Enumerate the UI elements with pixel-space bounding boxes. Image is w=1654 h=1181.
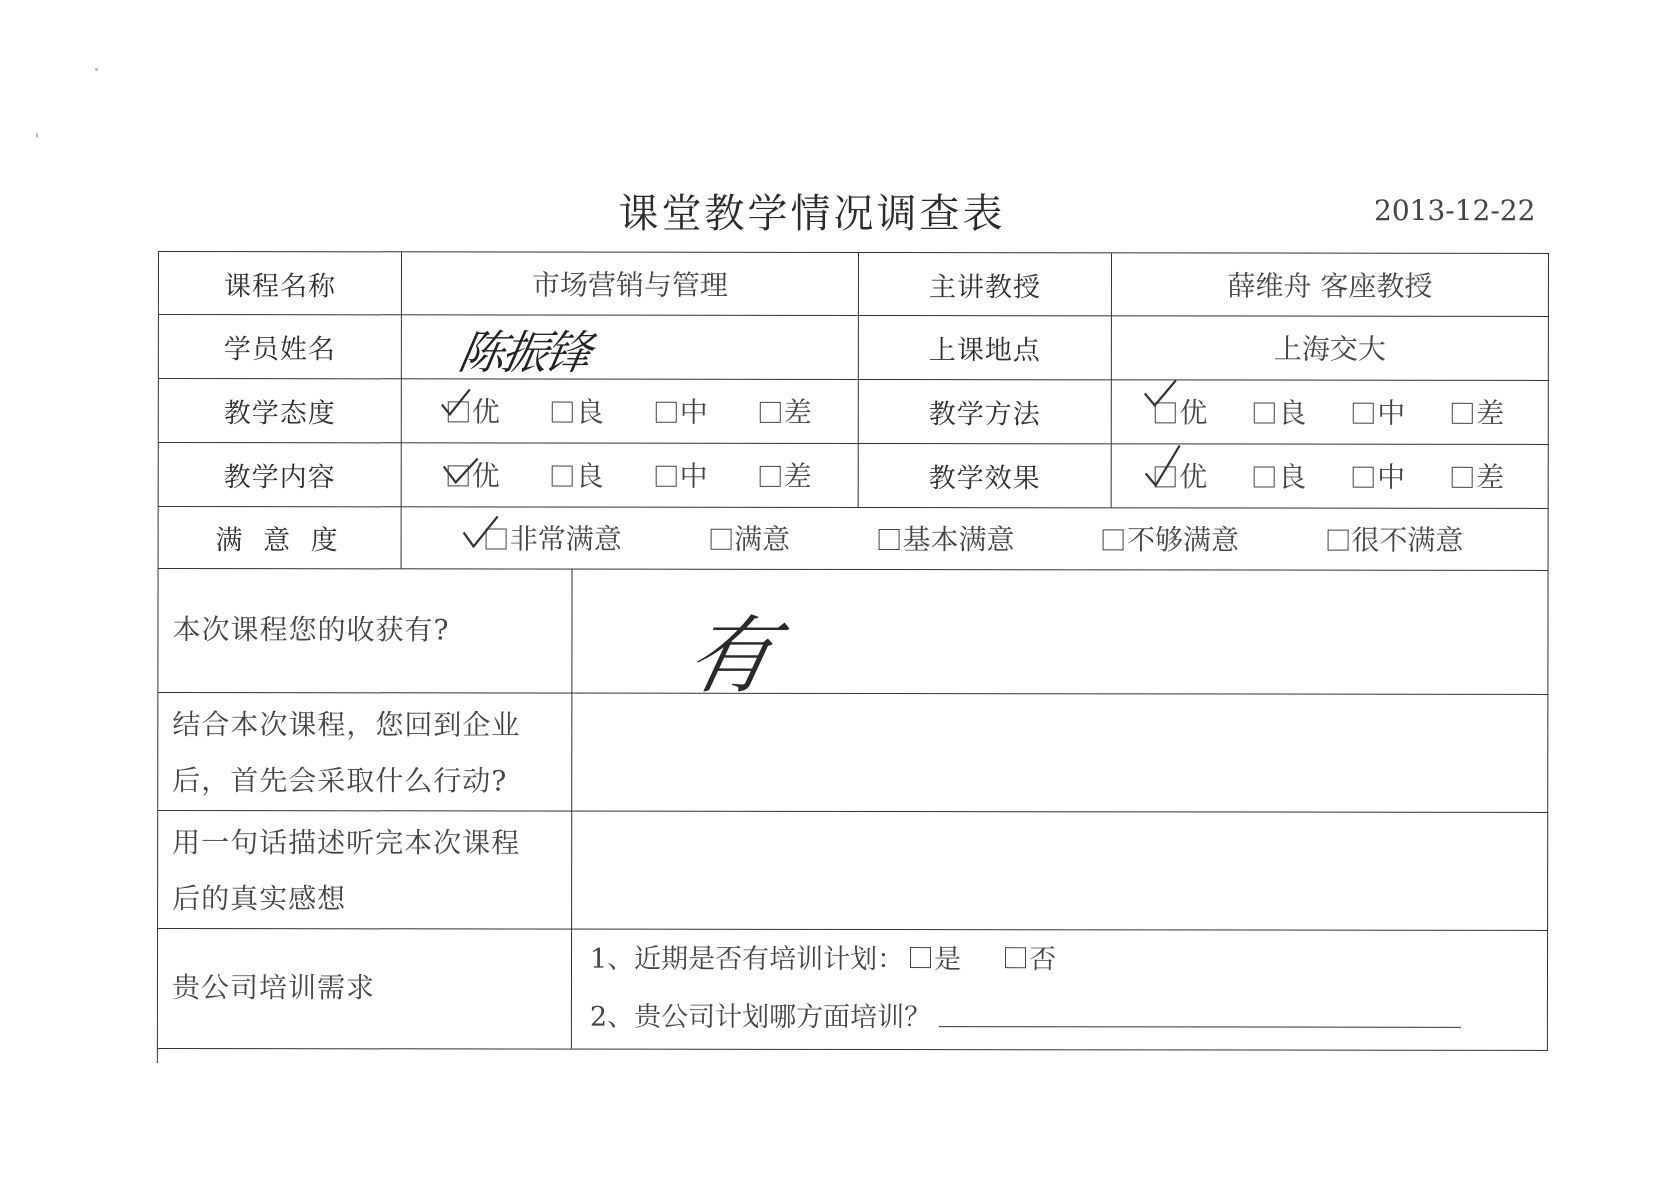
effect-option-good[interactable]: 良 <box>1254 456 1306 496</box>
attitude-option-excellent[interactable]: 优 <box>448 390 500 430</box>
attitude-label-cell <box>159 378 402 442</box>
checkbox-icon[interactable] <box>1103 529 1124 550</box>
student-value-cell[interactable] <box>402 314 859 379</box>
checkbox-checked-icon[interactable] <box>1155 402 1176 423</box>
satisfaction-option-basically-satisfied[interactable]: 基本满意 <box>879 518 1015 558</box>
satisfaction-option-very-satisfied[interactable]: 非常满意 <box>486 517 622 557</box>
lecturer-label: 主讲教授 <box>928 271 1041 303</box>
row-student <box>159 314 1549 381</box>
lecturer-value-cell[interactable] <box>1112 253 1549 316</box>
student-label: 学员姓名 <box>223 333 336 365</box>
effect-label: 教学效果 <box>928 462 1041 494</box>
checkbox-icon[interactable] <box>656 465 677 486</box>
checkbox-icon[interactable] <box>1452 466 1473 487</box>
row-gains <box>158 568 1548 705</box>
content-options-cell <box>402 442 859 507</box>
gains-question: 本次课程您的收获有? <box>172 613 450 647</box>
row-feelings <box>158 810 1548 931</box>
course-label-cell <box>159 252 402 314</box>
effect-option-average[interactable]: 中 <box>1353 456 1405 496</box>
row-attitude <box>159 378 1549 445</box>
satisfaction-label: 满 意 度 <box>215 524 344 556</box>
row-satisfaction <box>159 506 1549 571</box>
checkbox-icon[interactable] <box>1327 529 1348 550</box>
content-option-average[interactable]: 中 <box>656 455 708 495</box>
checkbox-icon[interactable] <box>552 465 573 486</box>
method-option-good[interactable]: 良 <box>1254 392 1306 432</box>
checkbox-icon[interactable] <box>1254 466 1275 487</box>
row-actions <box>158 692 1548 813</box>
method-options-cell <box>1112 379 1549 444</box>
checkbox-icon[interactable] <box>910 947 931 968</box>
checkbox-icon[interactable] <box>710 528 731 549</box>
gains-answer-cell[interactable] <box>572 569 1548 705</box>
effect-option-excellent[interactable]: 优 <box>1155 455 1207 495</box>
lecturer-value: 薛维舟 客座教授 <box>1227 269 1433 303</box>
checkbox-checked-icon[interactable] <box>448 401 469 422</box>
effect-label-cell <box>859 443 1112 507</box>
method-label-cell <box>859 379 1112 443</box>
satisfaction-option-not-satisfied[interactable]: 不够满意 <box>1103 518 1239 558</box>
checkbox-checked-icon[interactable] <box>1155 466 1176 487</box>
actions-question-cell <box>158 692 572 811</box>
student-label-cell <box>159 314 402 378</box>
attitude-option-average[interactable]: 中 <box>656 391 708 431</box>
form-date: 2013-12-22 <box>1374 194 1536 227</box>
feelings-question-line2: 后的真实感想 <box>172 882 347 916</box>
method-option-average[interactable]: 中 <box>1353 392 1405 432</box>
feelings-question-line1: 用一句话描述听完本次课程 <box>172 826 521 860</box>
scan-speck <box>95 68 98 71</box>
method-option-excellent[interactable]: 优 <box>1155 391 1207 431</box>
checkbox-icon[interactable] <box>1353 402 1374 423</box>
checkbox-icon[interactable] <box>879 529 900 550</box>
feelings-question-cell <box>158 810 572 929</box>
effect-options-cell <box>1112 443 1549 508</box>
feelings-answer-cell[interactable] <box>572 811 1548 930</box>
actions-question-line2: 后，首先会采取什么行动? <box>172 764 508 798</box>
needs-label: 贵公司培训需求 <box>171 971 376 1005</box>
checkbox-icon[interactable] <box>1353 466 1374 487</box>
satisfaction-option-very-unsatisfied[interactable]: 很不满意 <box>1327 519 1463 559</box>
checkbox-icon[interactable] <box>656 401 677 422</box>
checkbox-icon[interactable] <box>760 465 781 486</box>
content-label-cell <box>159 442 402 506</box>
checkbox-icon[interactable] <box>1254 402 1275 423</box>
method-option-poor[interactable]: 差 <box>1452 392 1504 432</box>
survey-form <box>157 251 1549 1065</box>
checkbox-icon[interactable] <box>1452 402 1473 423</box>
gains-question-cell <box>158 568 572 693</box>
course-label: 课程名称 <box>223 270 336 302</box>
lecturer-label-cell <box>859 253 1112 315</box>
attitude-options-cell <box>402 378 859 443</box>
content-option-good[interactable]: 良 <box>552 455 604 495</box>
gains-handwritten-answer: 有 <box>678 606 784 705</box>
row-training-needs <box>158 928 1548 1051</box>
satisfaction-label-cell <box>159 506 402 568</box>
row-content <box>159 442 1549 509</box>
checkbox-checked-icon[interactable] <box>448 465 469 486</box>
training-plan-question: 1、近期是否有培训计划： 是 否 <box>590 937 1056 977</box>
effect-option-poor[interactable]: 差 <box>1452 456 1504 496</box>
content-label: 教学内容 <box>223 461 336 493</box>
course-value-cell[interactable] <box>402 252 859 315</box>
actions-answer-cell[interactable] <box>572 693 1548 812</box>
form-title: 课堂教学情况调查表 <box>618 191 1006 237</box>
attitude-label: 教学态度 <box>223 397 336 429</box>
student-signature: 陈振锋 <box>454 325 594 380</box>
checkbox-icon[interactable] <box>1005 947 1026 968</box>
location-value-cell[interactable] <box>1112 315 1549 380</box>
satisfaction-option-satisfied[interactable]: 满意 <box>710 518 790 558</box>
training-area-question: 2、贵公司计划哪方面培训？ <box>590 995 1461 1035</box>
training-area-field[interactable] <box>939 1002 1461 1028</box>
actions-question-line1: 结合本次课程，您回到企业 <box>172 708 521 742</box>
attitude-option-poor[interactable]: 差 <box>760 391 812 431</box>
scan-speck <box>36 133 38 138</box>
course-value: 市场营销与管理 <box>531 268 728 302</box>
checkbox-icon[interactable] <box>760 401 781 422</box>
needs-label-cell <box>158 928 572 1049</box>
satisfaction-options-cell <box>402 506 1549 570</box>
row-course <box>159 252 1549 317</box>
no-option-label: 否 <box>1029 944 1057 976</box>
location-value: 上海交大 <box>1273 332 1386 366</box>
needs-content-cell <box>572 929 1548 1050</box>
location-label-cell <box>859 315 1112 379</box>
checkbox-icon[interactable] <box>552 401 573 422</box>
yes-option-label: 是 <box>934 944 962 976</box>
checkbox-checked-icon[interactable] <box>486 528 507 549</box>
content-option-poor[interactable]: 差 <box>760 455 812 495</box>
location-label: 上课地点 <box>928 334 1041 366</box>
method-label: 教学方法 <box>928 398 1041 430</box>
content-option-excellent[interactable]: 优 <box>448 454 500 494</box>
attitude-option-good[interactable]: 良 <box>552 391 604 431</box>
